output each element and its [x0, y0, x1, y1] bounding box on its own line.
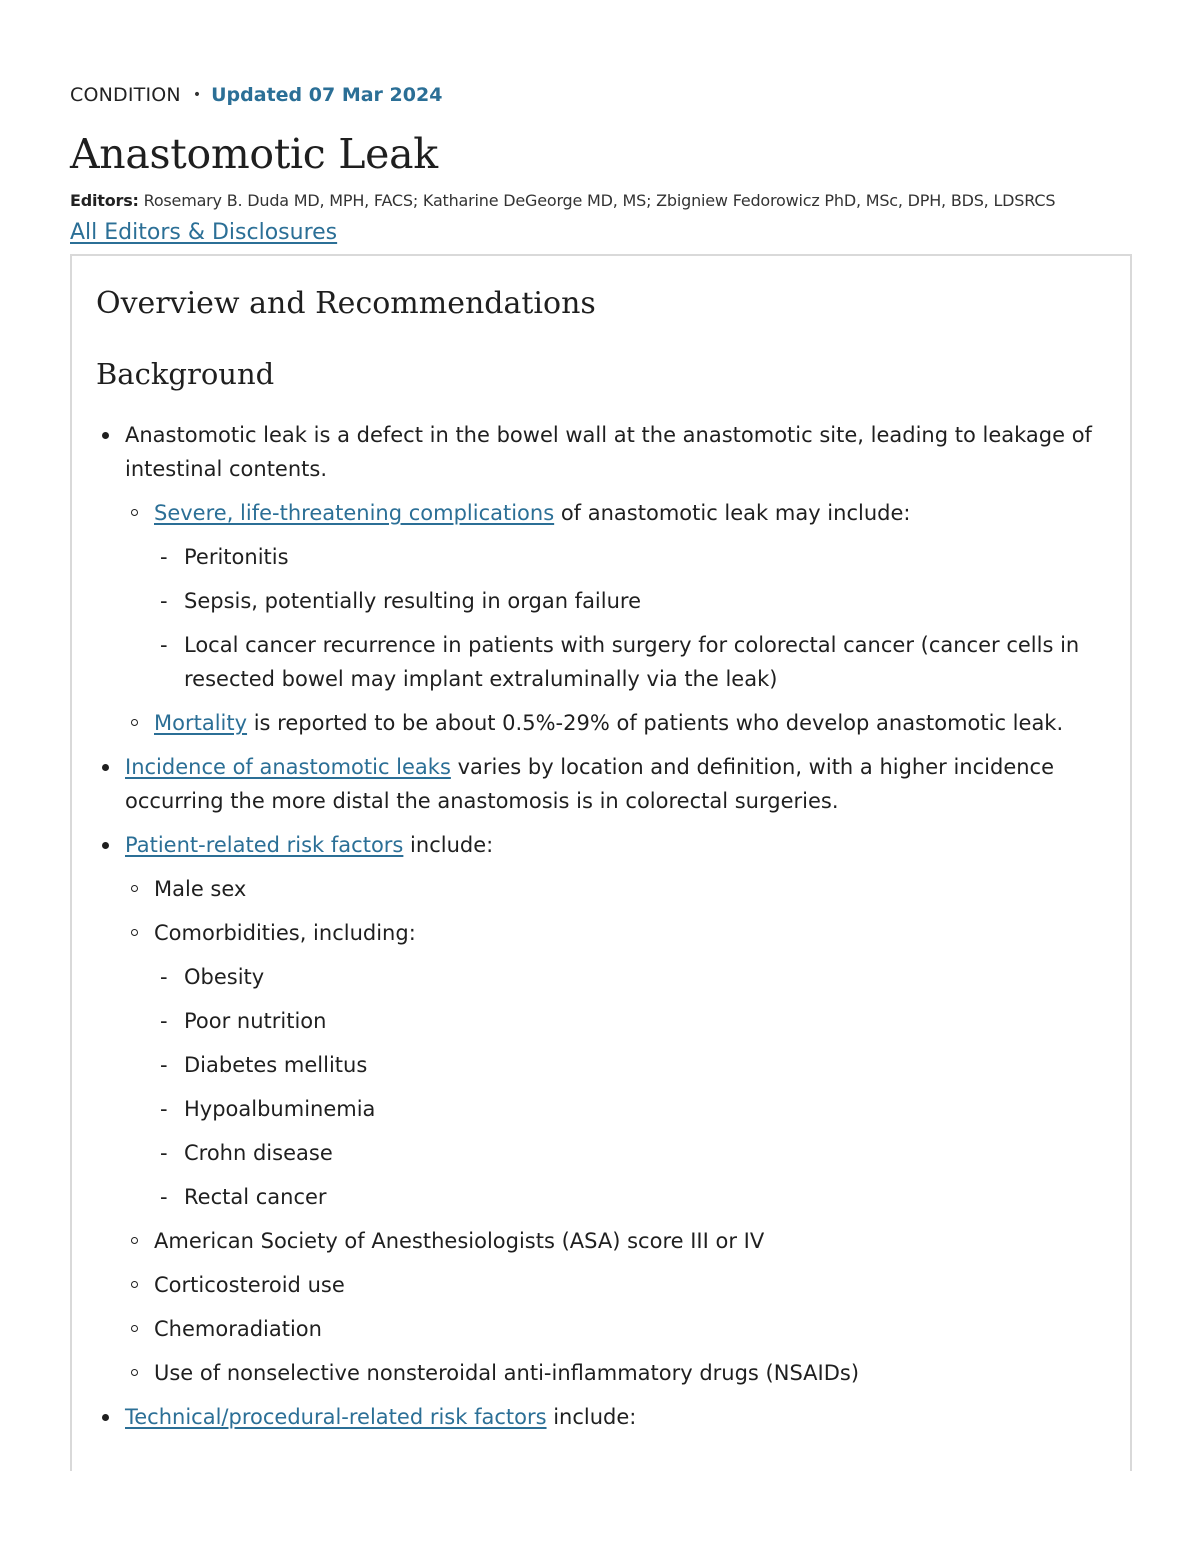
section-title: Overview and Recommendations	[96, 286, 596, 321]
list-item	[125, 872, 1110, 906]
list-item	[154, 1136, 1110, 1170]
list-item	[154, 1092, 1110, 1126]
list-item-text: American Society of Anesthesiologists (ASA) score III or IV	[154, 1229, 765, 1253]
dash-bullet-icon: -	[160, 965, 168, 989]
list-item-text: Hypoalbuminemia	[184, 1097, 376, 1121]
article	[70, 82, 1132, 1429]
updated-date: Updated 07 Mar 2024	[211, 84, 443, 106]
list-item-text: is reported to be about 0.5%-29% of patients who develop anastomotic leak.	[247, 711, 1064, 735]
sub-sub-list	[154, 960, 1110, 1214]
overview-content	[96, 284, 1110, 1444]
list-item	[125, 706, 1110, 740]
list-item-text: Chemoradiation	[154, 1317, 322, 1341]
editors-label: Editors:	[70, 191, 139, 210]
subsection-title: Background	[96, 357, 275, 391]
all-editors-disclosures-link[interactable]: All Editors & Disclosures	[70, 220, 338, 245]
list-item-text: Corticosteroid use	[154, 1273, 345, 1297]
meta-separator: •	[192, 87, 202, 103]
list-item	[154, 540, 1110, 574]
sub-list	[125, 496, 1110, 740]
bullet-icon	[102, 432, 109, 439]
circle-bullet-icon	[131, 1281, 138, 1288]
list-item-text: Crohn disease	[184, 1141, 333, 1165]
patient-risk-factors-link[interactable]: Patient-related risk factors	[125, 833, 404, 857]
bullet-icon	[102, 764, 109, 771]
list-item-text: Diabetes mellitus	[184, 1053, 368, 1077]
list-item	[96, 1400, 1110, 1434]
circle-bullet-icon	[131, 929, 138, 936]
circle-bullet-icon	[131, 1237, 138, 1244]
dash-bullet-icon: -	[160, 1053, 168, 1077]
list-item-text: Rectal cancer	[184, 1185, 327, 1209]
background-list	[96, 418, 1110, 1434]
list-item	[125, 496, 1110, 696]
dash-bullet-icon: -	[160, 1009, 168, 1033]
editors-names: Rosemary B. Duda MD, MPH, FACS; Katharine DeGeorge MD, MS; Zbigniew Fedorowicz PhD, MSc, DPH, BDS, LDSRCS	[143, 191, 1056, 210]
circle-bullet-icon	[131, 719, 138, 726]
complications-link[interactable]: Severe, life-threatening complications	[154, 501, 555, 525]
circle-bullet-icon	[131, 509, 138, 516]
dash-bullet-icon: -	[160, 1141, 168, 1165]
list-item	[96, 828, 1110, 1390]
circle-bullet-icon	[131, 1369, 138, 1376]
list-item	[154, 1180, 1110, 1214]
dash-bullet-icon: -	[160, 545, 168, 569]
list-item-text: Male sex	[154, 877, 247, 901]
sub-sub-list	[154, 540, 1110, 696]
article-meta	[70, 82, 1132, 108]
list-item-text: include:	[403, 833, 494, 857]
circle-bullet-icon	[131, 1325, 138, 1332]
list-item	[125, 1224, 1110, 1258]
list-item-text: Poor nutrition	[184, 1009, 327, 1033]
list-item	[125, 1356, 1110, 1390]
list-item-text: Obesity	[184, 965, 265, 989]
list-item	[96, 750, 1110, 818]
list-item-text: of anastomotic leak may include:	[554, 501, 911, 525]
list-item-text: Peritonitis	[184, 545, 289, 569]
list-item	[125, 1268, 1110, 1302]
page-title: Anastomotic Leak	[70, 130, 438, 178]
technical-risk-factors-link[interactable]: Technical/procedural-related risk factors	[125, 1405, 547, 1429]
circle-bullet-icon	[131, 885, 138, 892]
list-item-text: varies by location and definition, with a higher incidence occurring the more distal the anastomosis is in colorectal surgeries.	[125, 755, 1055, 813]
list-item-text: Local cancer recurrence in patients with surgery for colorectal cancer (cancer cells in resected bowel may implant extraluminally via the leak)	[184, 633, 1080, 691]
list-item	[154, 1048, 1110, 1082]
dash-bullet-icon: -	[160, 1185, 168, 1209]
bullet-icon	[102, 842, 109, 849]
list-item-text: Anastomotic leak is a defect in the bowel wall at the anastomotic site, leading to leakage of intestinal contents.	[125, 423, 1092, 481]
list-item	[154, 1004, 1110, 1038]
dash-bullet-icon: -	[160, 633, 168, 657]
list-item-text: Comorbidities, including:	[154, 921, 416, 945]
overview-panel	[70, 254, 1132, 1471]
dash-bullet-icon: -	[160, 589, 168, 613]
list-item	[154, 584, 1110, 618]
list-item	[154, 960, 1110, 994]
content-type-label: CONDITION	[70, 84, 181, 106]
list-item-text: Use of nonselective nonsteroidal anti-inflammatory drugs (NSAIDs)	[154, 1361, 860, 1385]
bullet-icon	[102, 1414, 109, 1421]
editors-line	[70, 190, 1132, 212]
list-item-text: include:	[546, 1405, 637, 1429]
dash-bullet-icon: -	[160, 1097, 168, 1121]
list-item	[125, 916, 1110, 1214]
list-item-text: Sepsis, potentially resulting in organ failure	[184, 589, 642, 613]
incidence-link[interactable]: Incidence of anastomotic leaks	[125, 755, 451, 779]
list-item	[96, 418, 1110, 740]
list-item	[125, 1312, 1110, 1346]
mortality-link[interactable]: Mortality	[154, 711, 248, 735]
list-item	[154, 628, 1110, 696]
sub-list	[125, 872, 1110, 1390]
